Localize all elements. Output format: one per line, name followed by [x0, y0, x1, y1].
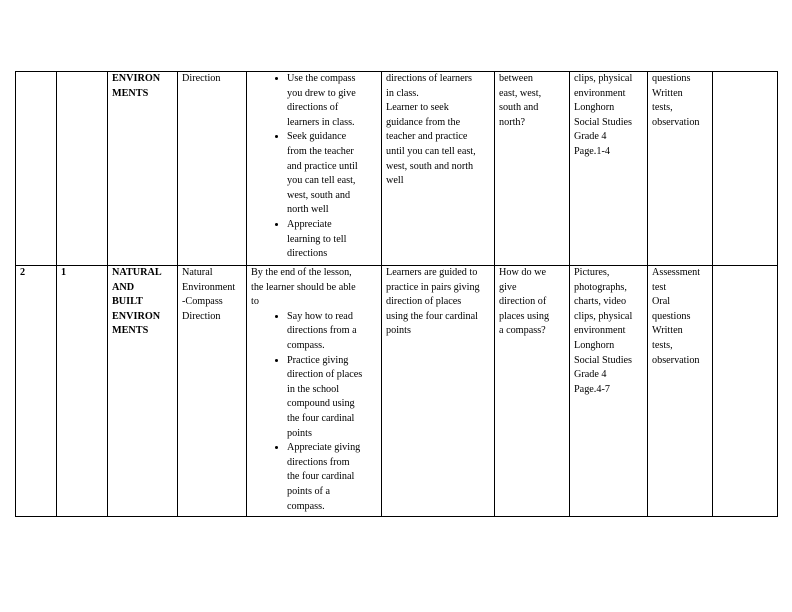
outcome-item: • Seek guidance from the teacher and practice until you can tell east, west, south and north well [287, 130, 377, 218]
learning-outcomes-cell: By the end of the lesson, the learner should be able to • Say how to read directions from a compass. • Practice giving direction of places in the school compound using the four cardinal points • Appreciate giving directions from the four cardinal points of a compass. [247, 266, 382, 517]
table-row [16, 72, 778, 266]
assessment-cell: questions Written tests, observation [648, 72, 713, 266]
week-cell: 2 [16, 266, 57, 517]
outcome-item: • Say how to read directions from a compass. [287, 310, 377, 354]
learning-experiences-cell: Learners are guided to practice in pairs giving direction of places using the four cardinal points [382, 266, 495, 517]
resources-cell: Pictures, photographs, charts, video clips, physical environment Longhorn Social Studies Grade 4 Page.4-7 [570, 266, 648, 517]
inquiry-question-cell: between east, west, south and north? [495, 72, 570, 266]
table-row [16, 266, 778, 517]
lesson-cell [57, 72, 108, 266]
strand-cell: NATURAL AND BUILT ENVIRON MENTS [108, 266, 178, 517]
sub-strand-cell: Natural Environment -Compass Direction [178, 266, 247, 517]
learning-experiences-cell: directions of learners in class. Learner to seek guidance from the teacher and practice until you can tell east, west, south and north well [382, 72, 495, 266]
learning-outcomes-cell [247, 72, 382, 266]
strand-cell: ENVIRON MENTS [108, 72, 178, 266]
outcome-item: • Appreciate giving directions from the four cardinal points of a compass. [287, 441, 377, 514]
assessment-cell: Assessment test Oral questions Written tests, observation [648, 266, 713, 517]
sub-strand-cell: Direction [178, 72, 247, 266]
outcome-item: • Practice giving direction of places in the school compound using the four cardinal points [287, 354, 377, 442]
outcome-item: • Use the compass you drew to give directions of learners in class. [287, 72, 377, 130]
resources-cell: clips, physical environment Longhorn Social Studies Grade 4 Page.1-4 [570, 72, 648, 266]
outcome-item: • Appreciate learning to tell directions [287, 218, 377, 262]
lesson-cell: 1 [57, 266, 108, 517]
inquiry-question-cell: How do we give direction of places using a compass? [495, 266, 570, 517]
remarks-cell [713, 72, 778, 266]
week-cell [16, 72, 57, 266]
scheme-of-work-table [15, 71, 778, 517]
remarks-cell [713, 266, 778, 517]
